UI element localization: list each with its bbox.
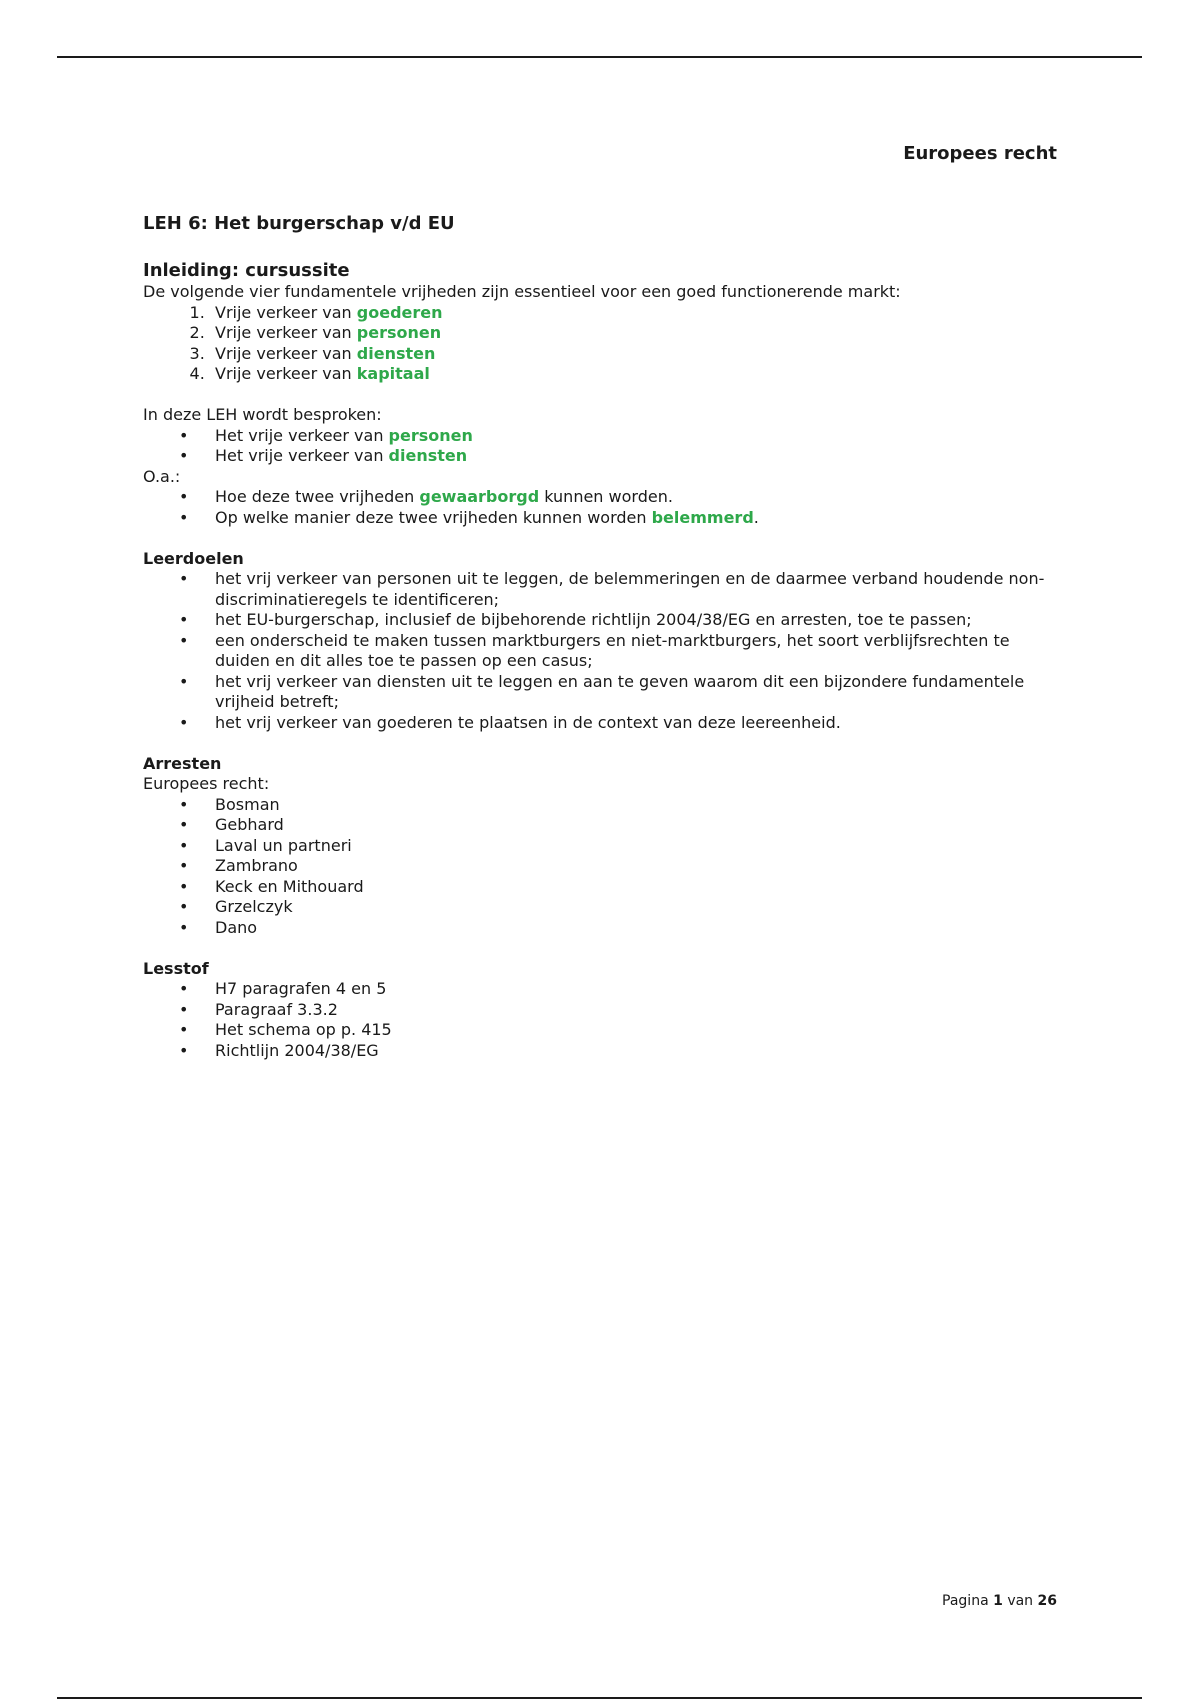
bottom-rule (57, 1697, 1142, 1699)
page-current: 1 (993, 1593, 1003, 1609)
page-total: 26 (1037, 1593, 1057, 1609)
list-item: • het vrij verkeer van diensten uit te leggen en aan te geven waarom dit een bijzondere fundamentele vrijheid betreft; (215, 672, 1063, 713)
highlight-text: personen (388, 425, 473, 445)
arresten-heading: Arresten (143, 753, 222, 773)
list-item: • het EU-burgerschap, inclusief de bijbehorende richtlijn 2004/38/EG en arresten, toe te passen; (215, 610, 1063, 631)
list-item: • Richtlijn 2004/38/EG (215, 1041, 1063, 1062)
list-item: • Gebhard (215, 815, 1063, 836)
list-item: • Dano (215, 918, 1063, 939)
page-label: Pagina (942, 1593, 989, 1609)
list-item: • Hoe deze twee vrijheden gewaarborgd kunnen worden. (215, 487, 1063, 508)
intro-heading: Inleiding: cursussite (143, 260, 350, 281)
intro-text: De volgende vier fundamentele vrijheden zijn essentieel voor een goed functionerende markt: (143, 282, 901, 301)
leerdoelen-list (143, 569, 1063, 733)
oa-text: O.a.: (143, 466, 181, 486)
list-item: • Op welke manier deze twee vrijheden kunnen worden belemmerd. (215, 508, 1063, 529)
of-label: van (1007, 1593, 1034, 1609)
list-item: 2. Vrije verkeer van personen (215, 323, 1063, 344)
page-footer (942, 1593, 1057, 1609)
list-item: • Grzelczyk (215, 897, 1063, 918)
lesstof-list (143, 979, 1063, 1061)
list-item: 1. Vrije verkeer van goederen (215, 303, 1063, 324)
list-item: • Keck en Mithouard (215, 877, 1063, 898)
highlight-text: belemmerd (651, 507, 754, 527)
list-item: • het vrij verkeer van personen uit te leggen, de belemmeringen en de daarmee verband houdende non-discriminatieregels te identificeren; (215, 569, 1063, 610)
page-content (143, 213, 1063, 1061)
list-item: • Laval un partneri (215, 836, 1063, 857)
highlight-text: diensten (388, 446, 468, 465)
top-rule (57, 56, 1142, 58)
leerdoelen-heading: Leerdoelen (143, 548, 244, 568)
page-title: LEH 6: Het burgerschap v/d EU (143, 213, 455, 234)
list-item: • een onderscheid te maken tussen marktburgers en niet-marktburgers, het soort verblijfsrechten te duiden en dit alles toe te passen op een casus; (215, 631, 1063, 672)
highlight-text: personen (356, 323, 442, 342)
discussed-list (143, 426, 1063, 467)
highlight-text: goederen (356, 302, 443, 322)
arresten-subheading: Europees recht: (143, 774, 270, 793)
oa-list (143, 487, 1063, 528)
lesstof-heading: Lesstof (143, 958, 209, 978)
list-item: • Zambrano (215, 856, 1063, 877)
list-item: • Paragraaf 3.3.2 (215, 1000, 1063, 1021)
freedoms-list (143, 303, 1063, 385)
highlight-text: diensten (356, 343, 436, 363)
arresten-list (143, 795, 1063, 939)
list-item: • het vrij verkeer van goederen te plaatsen in de context van deze leereenheid. (215, 713, 1063, 734)
list-item: • Bosman (215, 795, 1063, 816)
document-header-title: Europees recht (903, 143, 1057, 164)
list-item: 4. Vrije verkeer van kapitaal (215, 364, 1063, 385)
list-item: • Het vrije verkeer van personen (215, 426, 1063, 447)
highlight-text: gewaarborgd (419, 487, 540, 506)
list-item: • Het schema op p. 415 (215, 1020, 1063, 1041)
list-item: 3. Vrije verkeer van diensten (215, 344, 1063, 365)
highlight-text: kapitaal (356, 364, 430, 383)
list-item: • H7 paragrafen 4 en 5 (215, 979, 1063, 1000)
list-item: • Het vrije verkeer van diensten (215, 446, 1063, 467)
discussed-text: In deze LEH wordt besproken: (143, 405, 382, 424)
